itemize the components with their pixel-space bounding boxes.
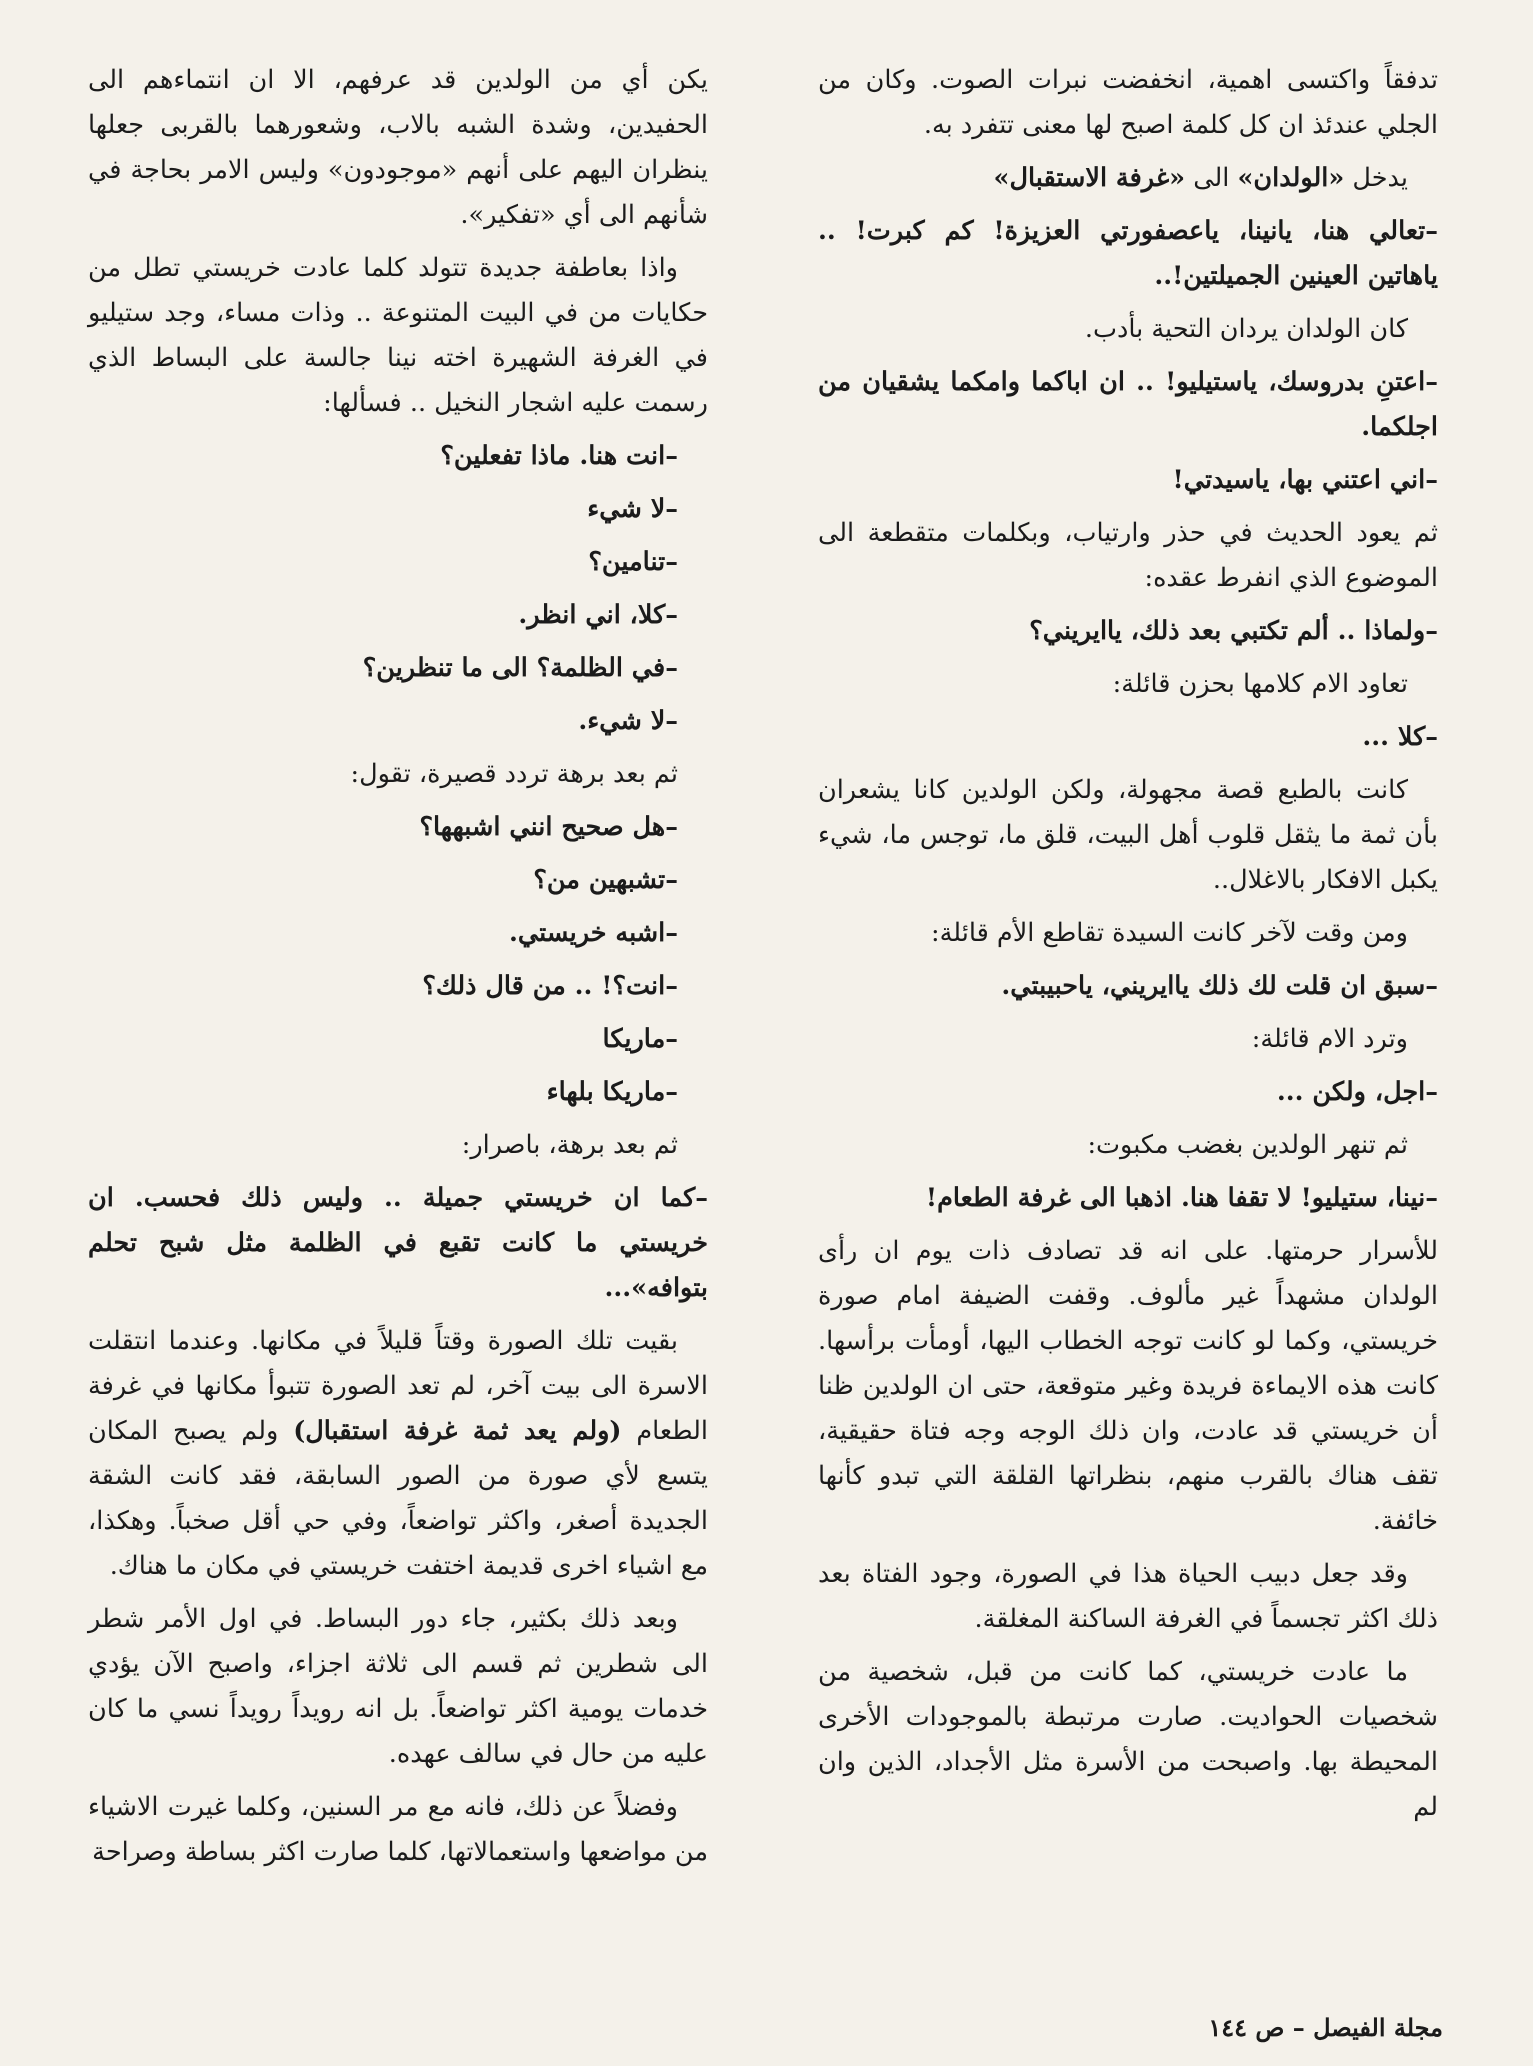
paragraph: يكن أي من الولدين قد عرفهم، الا ان انتماءهم الى الحفيدين، وشدة الشبه بالاب، وشعورهما بالقربى جعلها ينظران اليهم على أنهم «موجودون» وليس الامر بحاجة في شأنهم الى أي «تفكير». <box>88 65 708 230</box>
paragraph: تعاود الام كلامها بحزن قائلة: <box>1112 669 1408 699</box>
paragraph <box>88 1319 708 1589</box>
dialogue-line: –ماريكا <box>602 1024 678 1054</box>
dialogue-line: –كلا، اني انظر. <box>518 600 678 630</box>
dialogue-line: –انت هنا. ماذا تفعلين؟ <box>440 441 678 471</box>
paragraph: وترد الام قائلة: <box>1251 1024 1408 1054</box>
paragraph: واذا بعاطفة جديدة تتولد كلما عادت خريستي تطل من حكايات من في البيت المتنوعة .. وذات مساء، وجد ستيليو في الغرفة الشهيرة اخته نينا جالسة على البساط الذي رسمت عليه اشجار النخيل .. فسألها: <box>88 253 708 418</box>
text-run: ولم يصبح المكان يتسع لأي صورة من الصور السابقة، فقد كانت الشقة الجديدة أصغر، واكثر تواضعاً، وفي حي أقل صخباً. وهكذا، مع اشياء اخرى قديمة اختفت خريستي في مكان ما هناك. <box>88 1416 708 1581</box>
dialogue-line: –اشبه خريستي. <box>509 918 678 948</box>
dialogue-line: –كلا ... <box>1362 722 1438 752</box>
paragraph: ثم بعد برهة تردد قصيرة، تقول: <box>350 759 678 789</box>
paragraph: للأسرار حرمتها. على انه قد تصادف ذات يوم ان رأى الولدان مشهداً غير مألوف. وقفت الضيفة امام صورة خريستي، وكما لو كانت توجه الخطاب اليها، أومأت برأسها. كانت هذه الايماءة فريدة وغير متوقعة، حتى ان الولدين ظنا أن خريستي قد عادت، وان ذلك الوجه وجه فتاة حقيقية، تقف هناك بالقرب منهم، بنظراتها القلقة التي تبدو كأنها خائفة. <box>818 1236 1438 1536</box>
dialogue-line: –لا شيء. <box>578 706 678 736</box>
dialogue-line: –تنامين؟ <box>588 547 678 577</box>
dialogue-line: –انت؟! .. من قال ذلك؟ <box>422 971 678 1001</box>
text-run: الى <box>1185 163 1238 193</box>
dialogue-line: –في الظلمة؟ الى ما تنظرين؟ <box>362 653 678 683</box>
page-footer: مجلة الفيصل – ص ١٤٤ <box>1208 2013 1443 2042</box>
dialogue-line: –تعالي هنا، يانينا، ياعصفورتي العزيزة! كم كبرت! .. ياهاتين العينين الجميلتين!.. <box>818 216 1438 291</box>
paragraph: ثم بعد برهة، باصرار: <box>461 1130 678 1160</box>
text-run: بقيت تلك الصورة وقتاً قليلاً في مكانها. وعندما انتقلت الاسرة الى بيت آخر، لم تعد الصورة تتبوأ مكانها في غرفة الطعام <box>88 1326 708 1446</box>
paragraph: وبعد ذلك بكثير، جاء دور البساط. في اول الأمر شطر الى شطرين ثم قسم الى ثلاثة اجزاء، واصبح الآن يؤدي خدمات يومية اكثر تواضعاً. بل انه رويداً رويداً نسي ما كان عليه من حال في سالف عهده. <box>88 1604 708 1769</box>
paragraph: كانت بالطبع قصة مجهولة، ولكن الولدين كانا يشعران بأن ثمة ما يثقل قلوب أهل البيت، قلق ما، توجس ما، شيء يكبل الافكار بالاغلال.. <box>818 775 1438 895</box>
paragraph: وقد جعل دبيب الحياة هذا في الصورة، وجود الفتاة بعد ذلك اكثر تجسماً في الغرفة الساكنة المغلقة. <box>818 1559 1438 1634</box>
dialogue-line: –نينا، ستيليو! لا تقفا هنا. اذهبا الى غرفة الطعام! <box>925 1183 1438 1213</box>
bold-phrase: «غرفة الاستقبال» <box>993 163 1186 193</box>
paragraph <box>818 156 1438 201</box>
left-column <box>88 58 708 1883</box>
paragraph: وفضلاً عن ذلك، فانه مع مر السنين، وكلما غيرت الاشياء من مواضعها واستعمالاتها، كلما صارت اكثر بساطة وصراحة <box>88 1792 708 1867</box>
dialogue-line: –اني اعتني بها، ياسيدتي! <box>1172 465 1438 495</box>
bold-phrase: (ولم يعد ثمة غرفة استقبال) <box>293 1416 622 1446</box>
dialogue-line: –كما ان خريستي جميلة .. وليس ذلك فحسب. ان خريستي ما كانت تقبع في الظلمة مثل شبح تحلم بتوافه»... <box>88 1183 708 1303</box>
dialogue-line: –سبق ان قلت لك ذلك ياايريني، ياحبيبتي. <box>1001 971 1438 1001</box>
dialogue-line: –تشبهين من؟ <box>533 865 678 895</box>
dialogue-line: –هل صحيح انني اشبهها؟ <box>419 812 678 842</box>
paragraph: تدفقاً واكتسى اهمية، انخفضت نبرات الصوت. وكان من الجلي عندئذ ان كل كلمة اصبح لها معنى تتفرد به. <box>818 65 1438 140</box>
text-run: يدخل <box>1344 163 1408 193</box>
bold-phrase: «الولدان» <box>1237 163 1345 193</box>
paragraph: ثم يعود الحديث في حذر وارتياب، وبكلمات متقطعة الى الموضوع الذي انفرط عقده: <box>818 518 1438 593</box>
right-column <box>818 58 1438 1838</box>
dialogue-line: –ولماذا .. ألم تكتبي بعد ذلك، ياايريني؟ <box>1029 616 1438 646</box>
paragraph: كان الولدان يردان التحية بأدب. <box>1084 314 1408 344</box>
dialogue-line: –ماريكا بلهاء <box>546 1077 678 1107</box>
dialogue-line: –اعتنِ بدروسك، ياستيليو! .. ان اباكما وامكما يشقيان من اجلكما. <box>818 367 1438 442</box>
paragraph: ما عادت خريستي، كما كانت من قبل، شخصية من شخصيات الحواديت. صارت مرتبطة بالموجودات الأخرى المحيطة بها. واصبحت من الأسرة مثل الأجداد، الذين وان لم <box>818 1657 1438 1822</box>
dialogue-line: –لا شيء <box>587 494 678 524</box>
paragraph: ومن وقت لآخر كانت السيدة تقاطع الأم قائلة: <box>931 918 1408 948</box>
dialogue-line: –اجل، ولكن ... <box>1276 1077 1438 1107</box>
paragraph: ثم تنهر الولدين بغضب مكبوت: <box>1087 1130 1408 1160</box>
